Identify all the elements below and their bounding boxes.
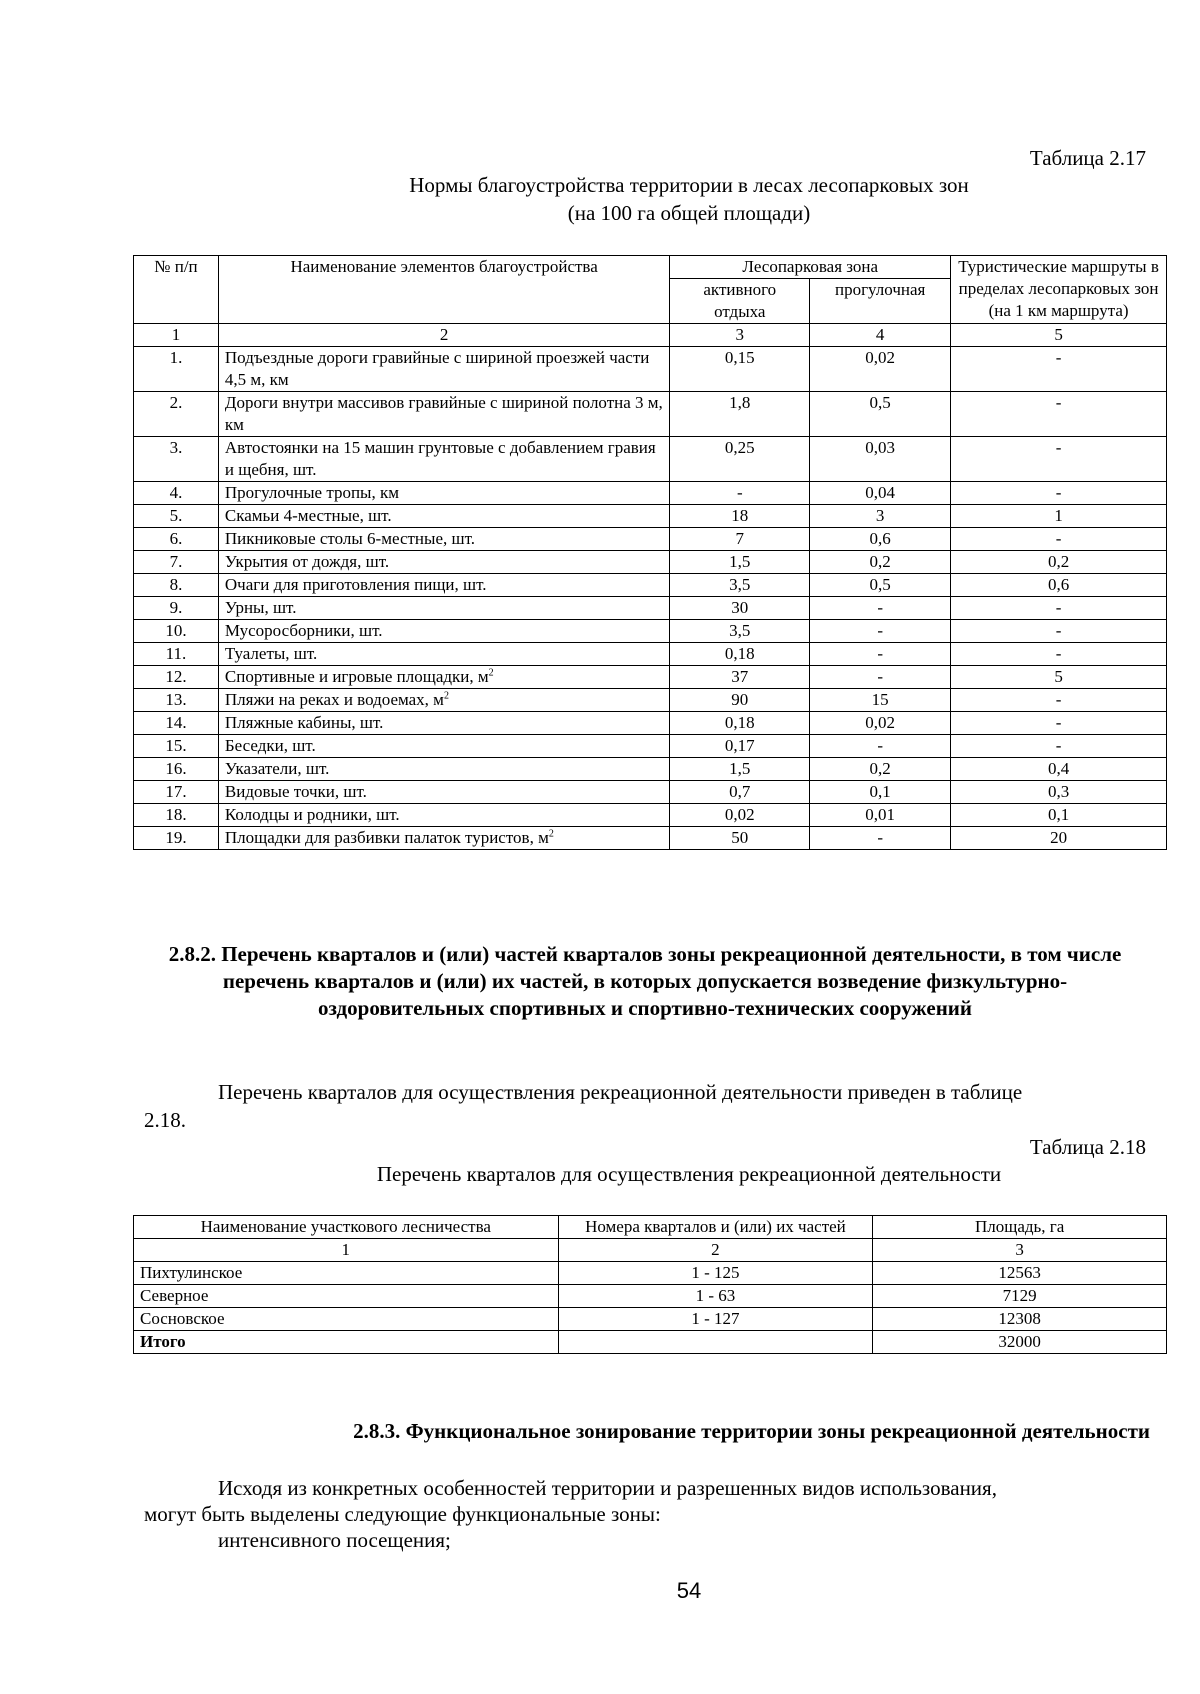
table-row (134, 712, 1167, 735)
row-walk: 0,02 (810, 712, 951, 735)
section-282-heading: 2.8.2. Перечень кварталов и (или) частей кварталов зоны рекреационной деятельности, в том числе перечень кварталов и (или) их частей, в которых допускается возведение физкультурно-оздоровительных спортивных и спортивно-технических сооружений (168, 942, 1122, 1020)
total-label: Итого (134, 1331, 559, 1354)
total-area: 32000 (873, 1331, 1167, 1354)
row-active: 18 (670, 505, 810, 528)
table-row (134, 551, 1167, 574)
row-name-text: Подъездные дороги гравийные с шириной проезжей части 4,5 м, км (224, 348, 650, 389)
row-num: 18. (134, 804, 219, 827)
row-tour: 1 (951, 505, 1167, 528)
row-tour: - (951, 620, 1167, 643)
row-num: 9. (134, 597, 219, 620)
table-row (134, 643, 1167, 666)
total-quarters (558, 1331, 873, 1354)
row-num: 10. (134, 620, 219, 643)
row-name-text: Урны, шт. (224, 598, 297, 617)
row-active: 0,7 (670, 781, 810, 804)
row-tour: 0,2 (951, 551, 1167, 574)
row-active: 0,02 (670, 804, 810, 827)
row-quarters: 1 - 127 (558, 1308, 873, 1331)
row-active: - (670, 482, 810, 505)
zone-list-item: интенсивного посещения; (218, 1528, 451, 1552)
row-quarters: 1 - 63 (558, 1285, 873, 1308)
row-tour: - (951, 689, 1167, 712)
row-area: 7129 (873, 1285, 1167, 1308)
index-cell: 5 (951, 324, 1167, 347)
section-283-paragraph: Исходя из конкретных особенностей территории и разрешенных видов использования, (218, 1476, 997, 1500)
section-282-paragraph: Перечень кварталов для осуществления рекреационной деятельности приведен в таблице (218, 1080, 1023, 1104)
table-row (134, 574, 1167, 597)
row-active: 1,8 (670, 392, 810, 437)
index-cell: 2 (558, 1239, 873, 1262)
header-active: активного отдыха (670, 279, 810, 324)
row-num: 12. (134, 666, 219, 689)
row-name-text: Пикниковые столы 6-местные, шт. (224, 529, 475, 548)
row-num: 5. (134, 505, 219, 528)
table-row (134, 620, 1167, 643)
row-tour: - (951, 528, 1167, 551)
header-forestry: Наименование участкового лесничества (134, 1216, 559, 1239)
table-row (134, 1285, 1167, 1308)
row-active: 1,5 (670, 758, 810, 781)
row-tour: 0,4 (951, 758, 1167, 781)
row-tour: 0,1 (951, 804, 1167, 827)
row-num: 11. (134, 643, 219, 666)
row-name (218, 437, 669, 482)
row-name-text: Скамьи 4-местные, шт. (224, 506, 392, 525)
row-name (218, 620, 669, 643)
row-name-text: Дороги внутри массивов гравийные с шириной полотна 3 м, км (224, 393, 663, 434)
row-num: 8. (134, 574, 219, 597)
row-active: 0,18 (670, 712, 810, 735)
index-row (134, 1239, 1167, 1262)
row-walk: 0,5 (810, 392, 951, 437)
table-217-title: Нормы благоустройства территории в лесах лесопарковых зон (409, 173, 969, 197)
page-number: 54 (676, 1578, 702, 1603)
row-name (218, 689, 669, 712)
table-218-label: Таблица 2.18 (1029, 1135, 1146, 1159)
row-walk: 0,5 (810, 574, 951, 597)
index-cell: 3 (873, 1239, 1167, 1262)
row-name-text: Мусоросборники, шт. (224, 621, 383, 640)
row-walk: 0,2 (810, 551, 951, 574)
row-active: 30 (670, 597, 810, 620)
row-name-text: Прогулочные тропы, км (224, 483, 399, 502)
row-active: 37 (670, 666, 810, 689)
table-row (134, 758, 1167, 781)
row-active: 90 (670, 689, 810, 712)
row-name-text: Беседки, шт. (224, 736, 316, 755)
row-walk: - (810, 666, 951, 689)
row-name (218, 574, 669, 597)
row-tour: - (951, 392, 1167, 437)
table-row (134, 735, 1167, 758)
table-row (134, 505, 1167, 528)
row-walk: 15 (810, 689, 951, 712)
row-active: 0,25 (670, 437, 810, 482)
row-name-text: Укрытия от дождя, шт. (224, 552, 390, 571)
row-num: 1. (134, 347, 219, 392)
row-name (218, 735, 669, 758)
table-row (134, 437, 1167, 482)
table-row (134, 597, 1167, 620)
unit-superscript: 2 (548, 828, 554, 840)
header-walk: прогулочная (810, 279, 951, 324)
row-walk: 0,04 (810, 482, 951, 505)
row-name-text: Очаги для приготовления пищи, шт. (224, 575, 487, 594)
row-walk: - (810, 643, 951, 666)
row-name-text: Колодцы и родники, шт. (224, 805, 400, 824)
header-num: № п/п (134, 256, 219, 324)
row-name (218, 781, 669, 804)
row-name-text: Спортивные и игровые площадки, м (224, 667, 489, 686)
row-num: 19. (134, 827, 219, 850)
index-cell: 2 (218, 324, 669, 347)
row-tour: - (951, 735, 1167, 758)
header-area: Площадь, га (873, 1216, 1167, 1239)
unit-superscript: 2 (443, 690, 449, 702)
row-forestry: Пихтулинское (134, 1262, 559, 1285)
row-name-text: Пляжные кабины, шт. (224, 713, 384, 732)
row-name (218, 758, 669, 781)
row-num: 3. (134, 437, 219, 482)
row-name (218, 505, 669, 528)
row-name (218, 804, 669, 827)
row-name (218, 482, 669, 505)
row-quarters: 1 - 125 (558, 1262, 873, 1285)
section-283-paragraph-cont: могут быть выделены следующие функциональные зоны: (144, 1502, 661, 1526)
index-cell: 1 (134, 1239, 559, 1262)
section-283-heading: 2.8.3. Функциональное зонирование территории зоны рекреационной деятельности (353, 1419, 1150, 1443)
table-218 (133, 1215, 1167, 1354)
unit-superscript: 2 (488, 667, 494, 679)
table-218-title: Перечень кварталов для осуществления рекреационной деятельности (376, 1162, 1002, 1186)
row-active: 0,15 (670, 347, 810, 392)
row-name-text: Пляжи на реках и водоемах, м (224, 690, 444, 709)
table-217-label: Таблица 2.17 (1029, 146, 1146, 170)
row-num: 15. (134, 735, 219, 758)
row-name (218, 551, 669, 574)
row-name (218, 827, 669, 850)
row-tour: 20 (951, 827, 1167, 850)
index-cell: 4 (810, 324, 951, 347)
row-tour: 5 (951, 666, 1167, 689)
row-tour: - (951, 597, 1167, 620)
table-217-subtitle: (на 100 га общей площади) (567, 201, 811, 225)
row-name (218, 392, 669, 437)
table-row (134, 347, 1167, 392)
row-num: 14. (134, 712, 219, 735)
row-walk: - (810, 827, 951, 850)
row-active: 3,5 (670, 574, 810, 597)
header-quarters: Номера кварталов и (или) их частей (558, 1216, 873, 1239)
row-walk: - (810, 735, 951, 758)
row-num: 2. (134, 392, 219, 437)
row-area: 12308 (873, 1308, 1167, 1331)
table-row (134, 827, 1167, 850)
table-row (134, 1308, 1167, 1331)
row-active: 0,17 (670, 735, 810, 758)
row-num: 13. (134, 689, 219, 712)
row-tour: - (951, 437, 1167, 482)
row-num: 16. (134, 758, 219, 781)
row-name (218, 347, 669, 392)
table-row (134, 666, 1167, 689)
row-forestry: Северное (134, 1285, 559, 1308)
row-tour: - (951, 482, 1167, 505)
table-row (134, 528, 1167, 551)
row-name (218, 712, 669, 735)
section-282-paragraph-cont: 2.18. (144, 1108, 186, 1132)
table-row (134, 482, 1167, 505)
header-tour: Туристические маршруты в пределах лесопарковых зон (на 1 км маршрута) (951, 256, 1167, 324)
row-active: 0,18 (670, 643, 810, 666)
row-walk: - (810, 597, 951, 620)
table-row (134, 781, 1167, 804)
row-walk: - (810, 620, 951, 643)
row-tour: - (951, 347, 1167, 392)
row-active: 1,5 (670, 551, 810, 574)
row-walk: 0,02 (810, 347, 951, 392)
table-row (134, 1262, 1167, 1285)
row-name (218, 597, 669, 620)
row-walk: 0,2 (810, 758, 951, 781)
row-tour: - (951, 712, 1167, 735)
row-walk: 0,1 (810, 781, 951, 804)
row-tour: 0,3 (951, 781, 1167, 804)
row-walk: 0,6 (810, 528, 951, 551)
row-walk: 3 (810, 505, 951, 528)
row-tour: 0,6 (951, 574, 1167, 597)
row-name (218, 528, 669, 551)
row-name-text: Площадки для разбивки палаток туристов, м (224, 828, 549, 847)
row-name-text: Туалеты, шт. (224, 644, 318, 663)
index-cell: 3 (670, 324, 810, 347)
header-name: Наименование элементов благоустройства (218, 256, 669, 324)
total-row (134, 1331, 1167, 1354)
row-name (218, 666, 669, 689)
row-active: 50 (670, 827, 810, 850)
index-cell: 1 (134, 324, 219, 347)
row-num: 7. (134, 551, 219, 574)
row-name-text: Видовые точки, шт. (224, 782, 367, 801)
row-forestry: Сосновское (134, 1308, 559, 1331)
row-num: 17. (134, 781, 219, 804)
header-zone: Лесопарковая зона (670, 256, 951, 279)
table-row (134, 392, 1167, 437)
row-walk: 0,01 (810, 804, 951, 827)
row-name-text: Автостоянки на 15 машин грунтовые с добавлением гравия и щебня, шт. (224, 438, 656, 479)
index-row (134, 324, 1167, 347)
row-area: 12563 (873, 1262, 1167, 1285)
table-row (134, 804, 1167, 827)
table-217 (133, 255, 1167, 850)
row-walk: 0,03 (810, 437, 951, 482)
row-num: 6. (134, 528, 219, 551)
row-active: 7 (670, 528, 810, 551)
row-active: 3,5 (670, 620, 810, 643)
table-row (134, 689, 1167, 712)
row-tour: - (951, 643, 1167, 666)
row-name (218, 643, 669, 666)
row-num: 4. (134, 482, 219, 505)
row-name-text: Указатели, шт. (224, 759, 330, 778)
